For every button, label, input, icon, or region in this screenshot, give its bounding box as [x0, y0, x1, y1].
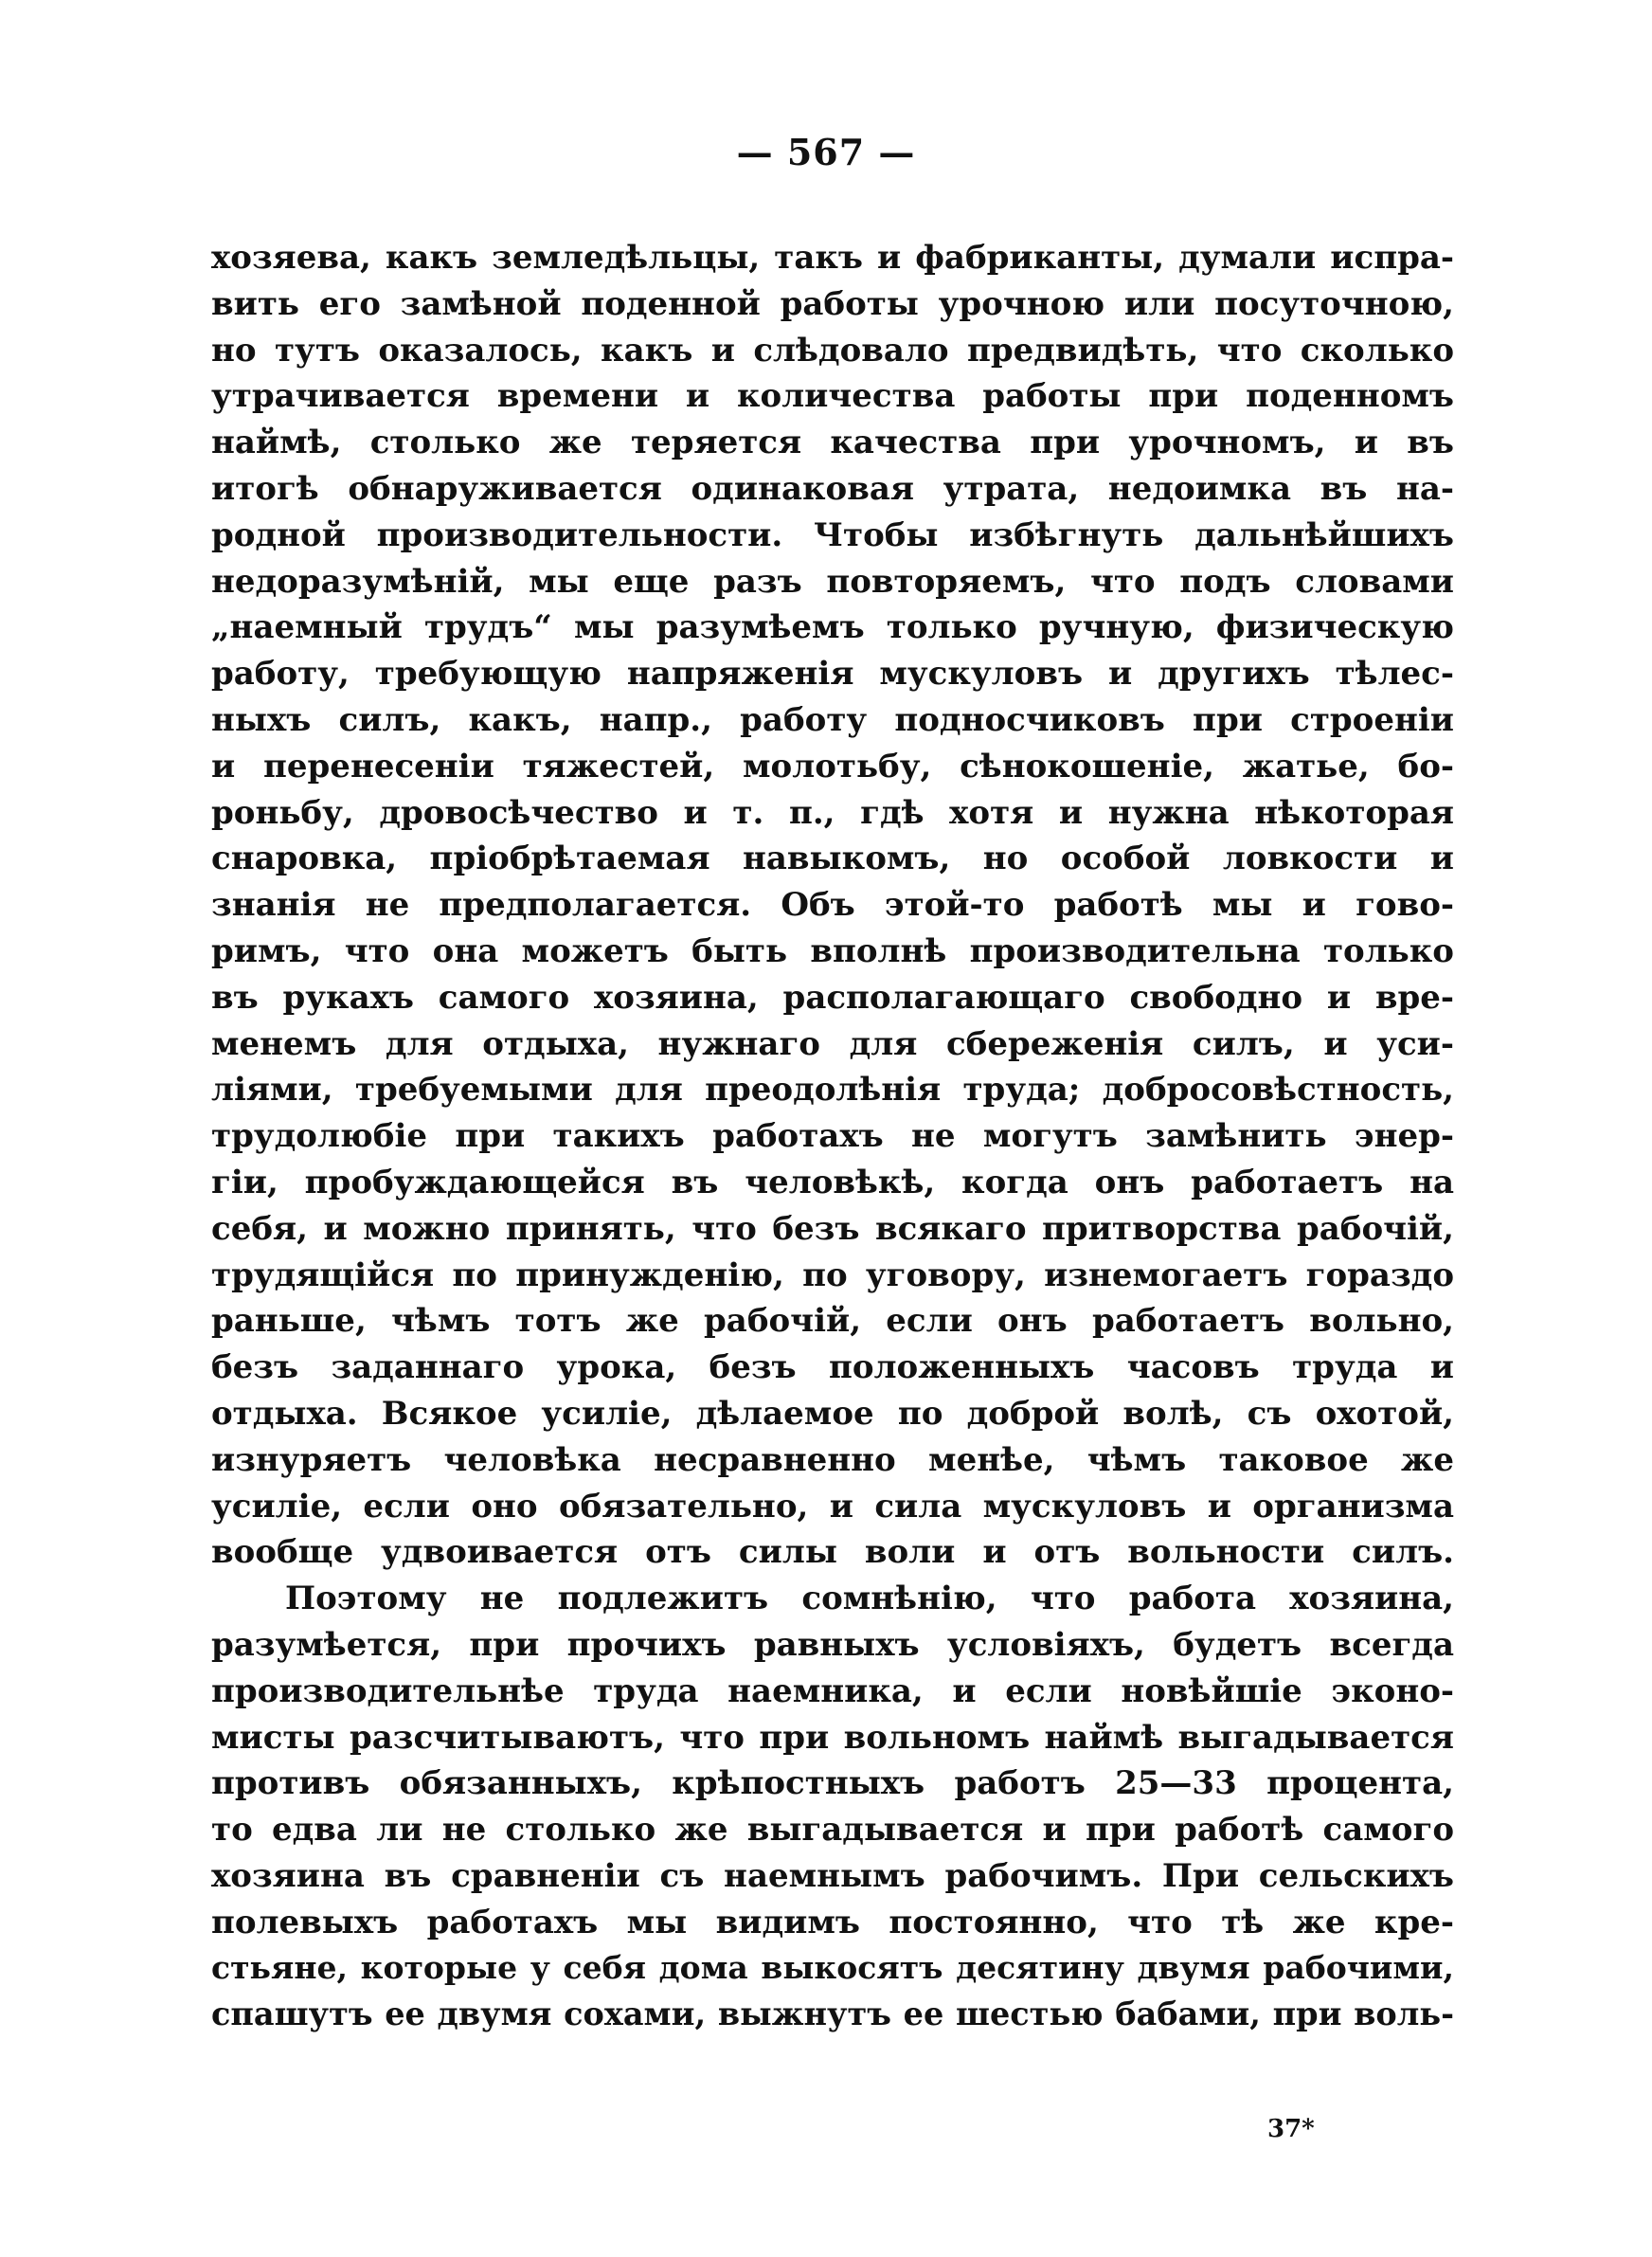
text-line: то едва ли не столько же выгадывается и при работѣ самого [211, 1811, 1454, 1850]
text-line: вить его замѣной поденной работы урочною или посуточною, [211, 284, 1454, 323]
text-line: противъ обязанныхъ, крѣпостныхъ работъ 25—33 процента, [211, 1764, 1454, 1803]
text-line: родной производительности. Чтобы избѣгнуть дальнѣйшихъ [211, 515, 1454, 554]
text-line: стьяне, которые у себя дома выкосятъ десятину двумя рабочими, [211, 1949, 1454, 1987]
text-line: недоразумѣній, мы еще разъ повторяемъ, что подъ словами [211, 562, 1454, 601]
text-line: работу, требующую напряженія мускуловъ и другихъ тѣлес- [211, 655, 1454, 694]
text-line: гіи, пробуждающейся въ человѣкѣ, когда онъ работаетъ на [211, 1163, 1454, 1201]
page-number: — 567 — [736, 131, 916, 173]
text-line: знанія не предполагается. Объ этой-то работѣ мы и гово- [211, 886, 1454, 925]
text-line: мисты разсчитываютъ, что при вольномъ наймѣ выгадывается [211, 1718, 1454, 1757]
text-line: разумѣется, при прочихъ равныхъ условіяхъ, будетъ всегда [211, 1625, 1454, 1664]
text-line: итогѣ обнаруживается одинаковая утрата, недоимка въ на- [211, 469, 1454, 508]
text-line: спашутъ ее двумя сохами, выжнутъ ее шестью бабами, при воль- [211, 1995, 1454, 2033]
text-line: ныхъ силъ, какъ, напр., работу подносчиковъ при строеніи [211, 700, 1454, 739]
text-line: снаровка, пріобрѣтаемая навыкомъ, но особой ловкости и [211, 840, 1454, 878]
text-line: но тутъ оказалось, какъ и слѣдовало предвидѣть, что сколько [211, 331, 1454, 370]
text-line: утрачивается времени и количества работы при поденномъ [211, 377, 1454, 416]
text-line: усиліе, если оно обязательно, и сила мускуловъ и организма [211, 1487, 1454, 1526]
text-line: ліями, требуемыми для преодолѣнія труда; добросовѣстность, [211, 1071, 1454, 1110]
text-line: и перенесеніи тяжестей, молотьбу, сѣнокошеніе, жатье, бо- [211, 747, 1454, 785]
text-line: изнуряетъ человѣка несравненно менѣе, чѣмъ таковое же [211, 1440, 1454, 1479]
text-line: производительнѣе труда наемника, и если новѣйшіе эконо- [211, 1671, 1454, 1710]
text-line: римъ, что она можетъ быть вполнѣ производительна только [211, 931, 1454, 970]
text-line: вообще удвоивается отъ силы воли и отъ вольности силъ. [211, 1533, 1454, 1572]
text-line: безъ заданнаго урока, безъ положенныхъ часовъ труда и [211, 1348, 1454, 1387]
text-line: себя, и можно принять, что безъ всякаго притворства рабочій, [211, 1209, 1454, 1248]
text-line: роньбу, дровосѣчество и т. п., гдѣ хотя и нужна нѣкоторая [211, 793, 1454, 832]
text-line: въ рукахъ самого хозяина, располагающаго свободно и вре- [211, 978, 1454, 1017]
text-line: раньше, чѣмъ тотъ же рабочій, если онъ работаетъ вольно, [211, 1302, 1454, 1341]
text-line: менемъ для отдыха, нужнаго для сбереженія силъ, и уси- [211, 1024, 1454, 1063]
text-line: наймѣ, столько же теряется качества при урочномъ, и въ [211, 424, 1454, 462]
body-text [211, 235, 1454, 2038]
text-line: „наемный трудъ“ мы разумѣемъ только ручную, физическую [211, 608, 1454, 647]
text-line: трудящійся по принужденію, по уговору, изнемогаетъ гораздо [211, 1255, 1454, 1294]
text-line: трудолюбіе при такихъ работахъ не могутъ замѣнить энер- [211, 1117, 1454, 1156]
text-line: полевыхъ работахъ мы видимъ постоянно, что тѣ же кре- [211, 1903, 1454, 1941]
paragraph-start-line: Поэтому не подлежитъ сомнѣнію, что работа хозяина, [285, 1580, 1454, 1618]
text-line: отдыха. Всякое усиліе, дѣлаемое по доброй волѣ, съ охотой, [211, 1394, 1454, 1433]
signature-mark: 37* [1267, 2115, 1315, 2143]
text-line: хозяева, какъ земледѣльцы, такъ и фабриканты, думали испра- [211, 239, 1454, 277]
text-line: хозяина въ сравненіи съ наемнымъ рабочимъ. При сельскихъ [211, 1856, 1454, 1895]
